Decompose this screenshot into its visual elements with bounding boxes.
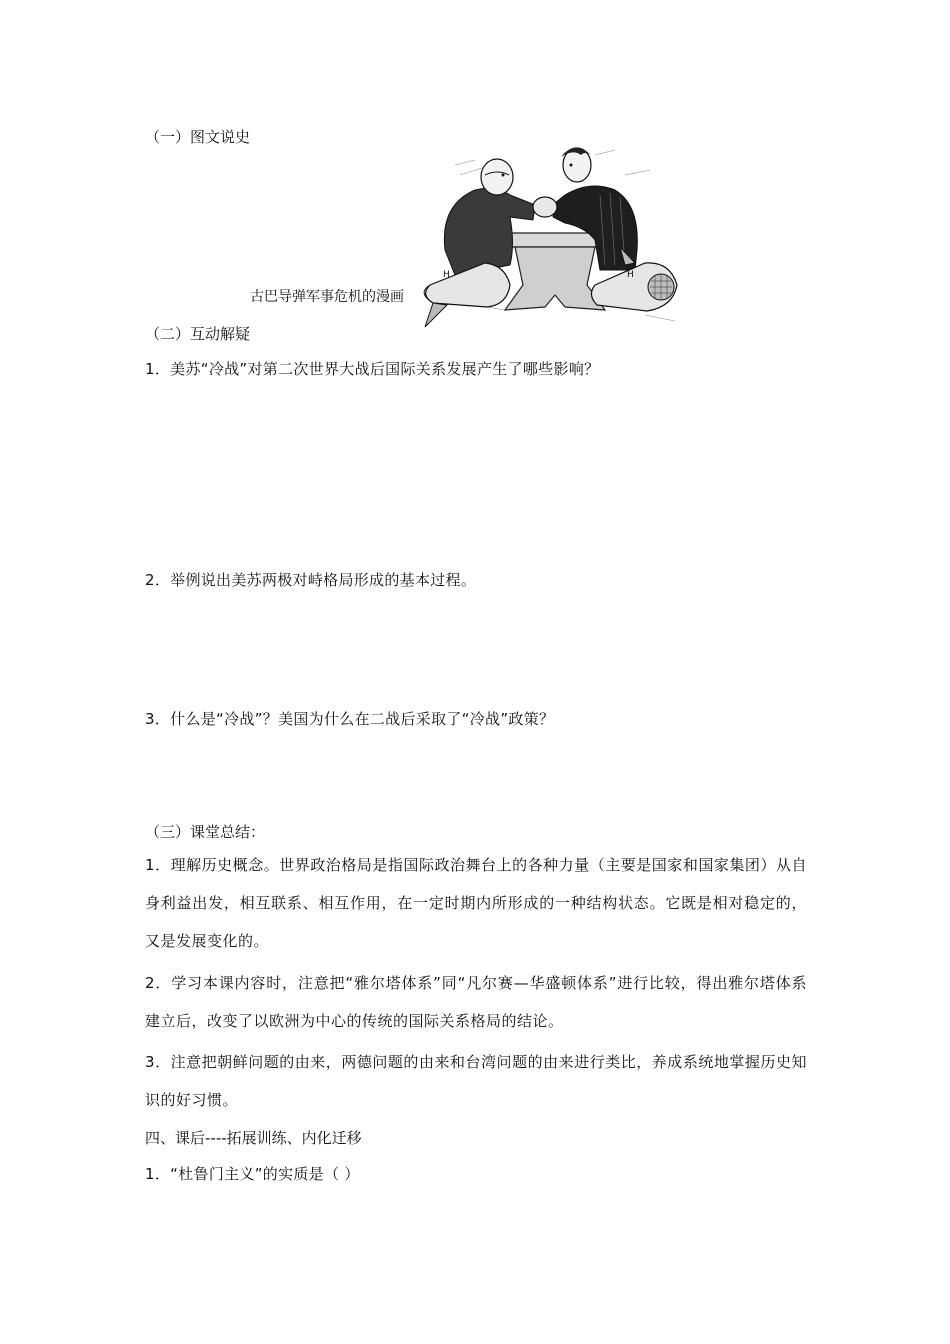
section4-heading: 四、课后----拓展训练、内化迁移 — [145, 1129, 362, 1147]
svg-text:H: H — [443, 270, 450, 280]
question-2: 2．举例说出美苏两极对峙格局形成的基本过程。 — [145, 571, 477, 589]
cartoon-caption: 古巴导弹军事危机的漫画 — [250, 289, 404, 305]
cuban-missile-crisis-cartoon — [415, 135, 690, 335]
question-1: 1．美苏“冷战”对第二次世界大战后国际关系发展产生了哪些影响？ — [145, 360, 600, 378]
svg-text:H: H — [627, 270, 634, 280]
section2-heading: （二）互动解疑 — [145, 325, 251, 343]
arm-wrestling-cartoon-icon — [415, 135, 690, 335]
summary-point-3: 3．注意把朝鲜问题的由来，两德问题的由来和台湾问题的由来进行类比，养成系统地掌握历史知识的好习惯。 — [145, 1053, 807, 1109]
question-3: 3．什么是“冷战”？美国为什么在二战后采取了“冷战”政策？ — [145, 710, 555, 728]
exercise-question-1: 1．“杜鲁门主义”的实质是（ ） — [145, 1165, 360, 1183]
section1-heading: （一）图文说史 — [145, 128, 251, 146]
summary-point-1: 1．理解历史概念。世界政治格局是指国际政治舞台上的各种力量（主要是国家和国家集团）从自身利益出发，相互联系、相互作用，在一定时期内所形成的一种结构状态。它既是相对稳定的，又是发展变化的。 — [145, 856, 807, 950]
summary-point-2: 2．学习本课内容时，注意把“雅尔塔体系”同“凡尔赛—华盛顿体系”进行比较，得出雅尔塔体系建立后，改变了以欧洲为中心的传统的国际关系格局的结论。 — [145, 974, 807, 1030]
section3-heading: （三）课堂总结： — [145, 823, 266, 841]
